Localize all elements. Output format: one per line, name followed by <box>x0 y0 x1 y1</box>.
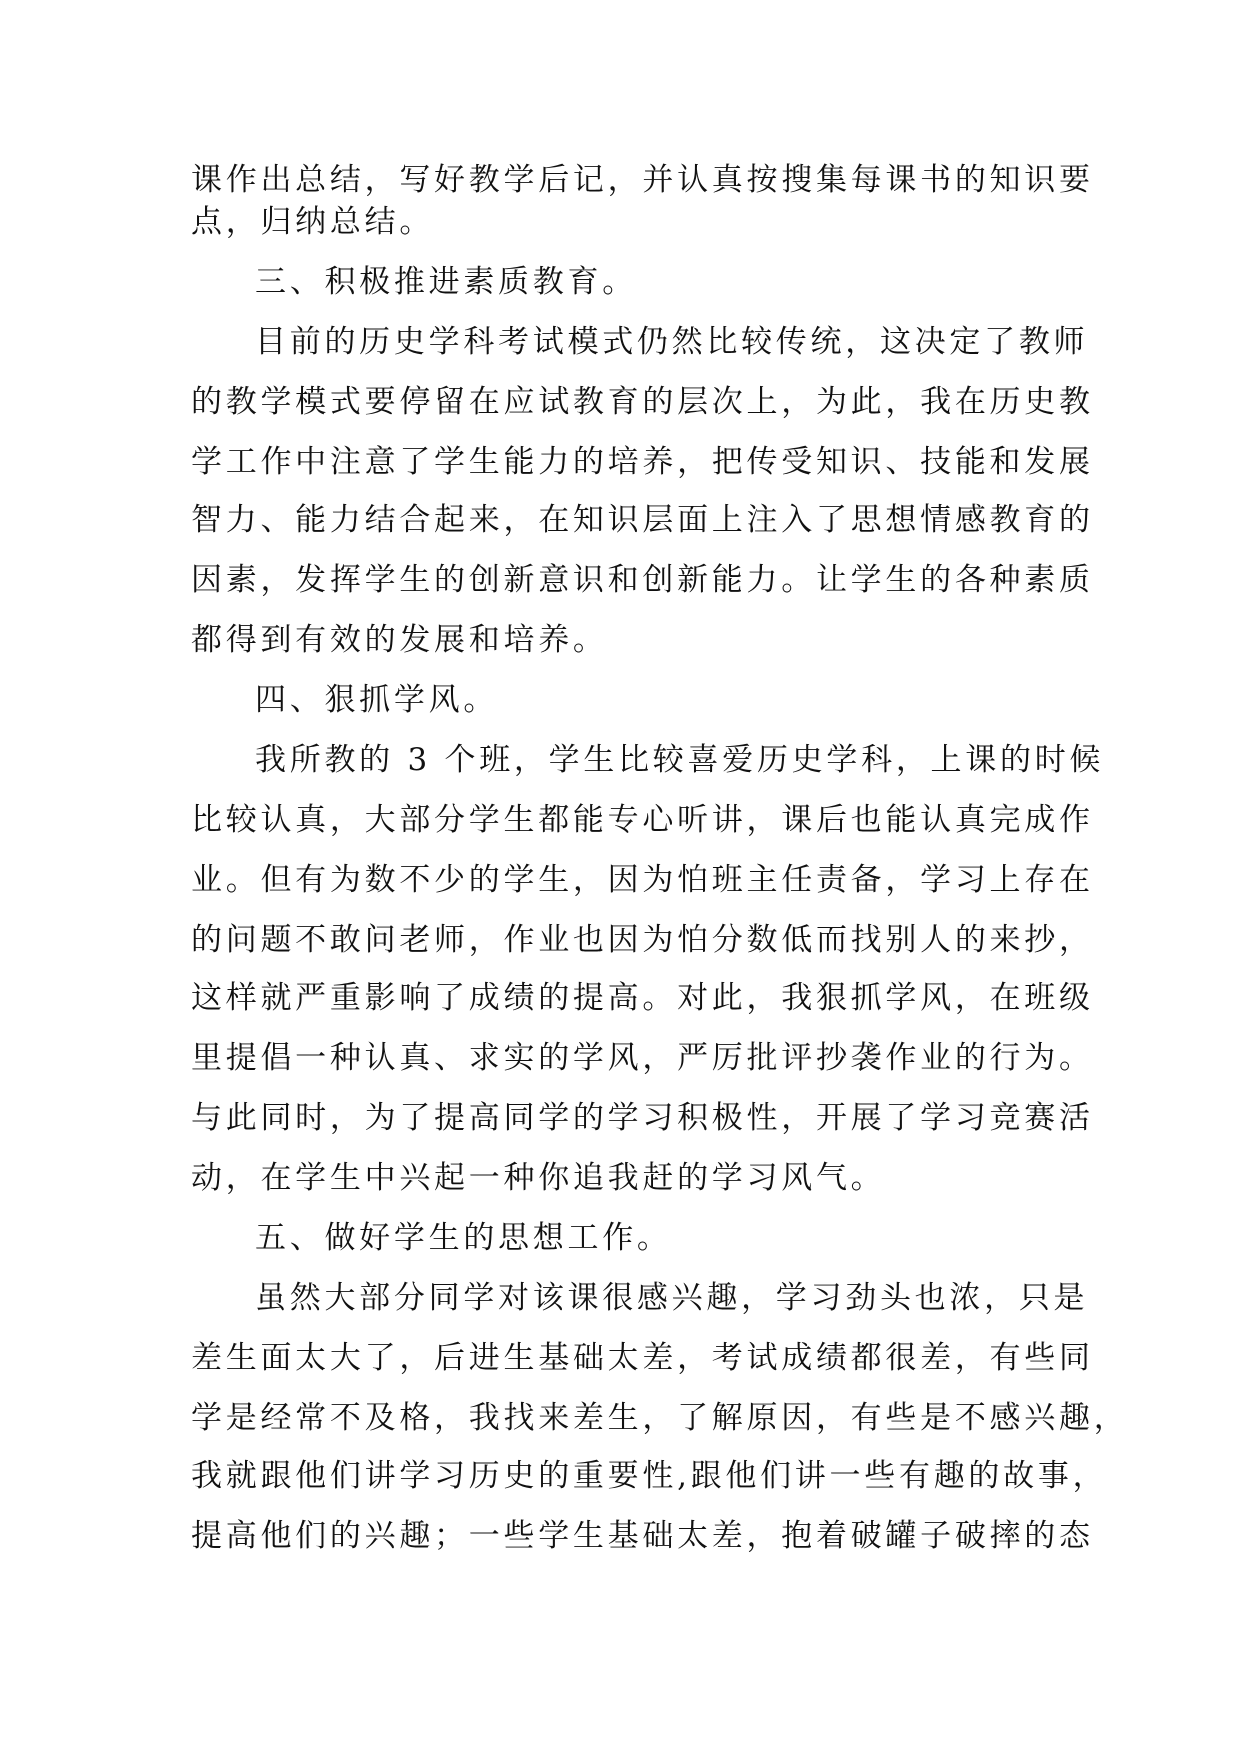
text-line: 的问题不敢问老师，作业也因为怕分数低而找别人的来抄， <box>191 922 1094 958</box>
text-line: 因素，发挥学生的创新意识和创新能力。让学生的各种素质 <box>191 562 1094 598</box>
text-line: 学是经常不及格，我找来差生，了解原因，有些是不感兴趣， <box>191 1400 1129 1436</box>
text-line: 我所教的 3 个班，学生比较喜爱历史学科，上课的时候 <box>255 742 1105 778</box>
text-line: 差生面太大了，后进生基础太差，考试成绩都很差，有些同 <box>191 1340 1094 1376</box>
text-line: 比较认真，大部分学生都能专心听讲，课后也能认真完成作 <box>191 802 1094 838</box>
text-line: 目前的历史学科考试模式仍然比较传统，这决定了教师 <box>255 324 1089 360</box>
text-line: 与此同时，为了提高同学的学习积极性，开展了学习竞赛活 <box>191 1100 1094 1136</box>
text-line: 这样就严重影响了成绩的提高。对此，我狠抓学风，在班级 <box>191 980 1094 1016</box>
section-heading: 四、狠抓学风。 <box>255 682 499 718</box>
text-line: 的教学模式要停留在应试教育的层次上，为此，我在历史教 <box>191 384 1094 420</box>
text-line: 课作出总结，写好教学后记，并认真按搜集每课书的知识要 <box>191 162 1094 198</box>
text-line: 智力、能力结合起来，在知识层面上注入了思想情感教育的 <box>191 502 1094 538</box>
text-line: 点，归纳总结。 <box>191 204 435 240</box>
text-line: 我就跟他们讲学习历史的重要性,跟他们讲一些有趣的故事， <box>191 1458 1108 1494</box>
text-line: 业。但有为数不少的学生，因为怕班主任责备，学习上存在 <box>191 862 1094 898</box>
text-line: 学工作中注意了学生能力的培养，把传受知识、技能和发展 <box>191 444 1094 480</box>
text-line: 动，在学生中兴起一种你追我赶的学习风气。 <box>191 1160 886 1196</box>
text-line: 都得到有效的发展和培养。 <box>191 622 608 658</box>
text-line: 虽然大部分同学对该课很感兴趣，学习劲头也浓，只是 <box>255 1280 1089 1316</box>
text-line: 里提倡一种认真、求实的学风，严厉批评抄袭作业的行为。 <box>191 1040 1094 1076</box>
section-heading: 三、积极推进素质教育。 <box>255 264 637 300</box>
section-heading: 五、做好学生的思想工作。 <box>255 1220 672 1256</box>
text-line: 提高他们的兴趣；一些学生基础太差，抱着破罐子破摔的态 <box>191 1518 1094 1554</box>
